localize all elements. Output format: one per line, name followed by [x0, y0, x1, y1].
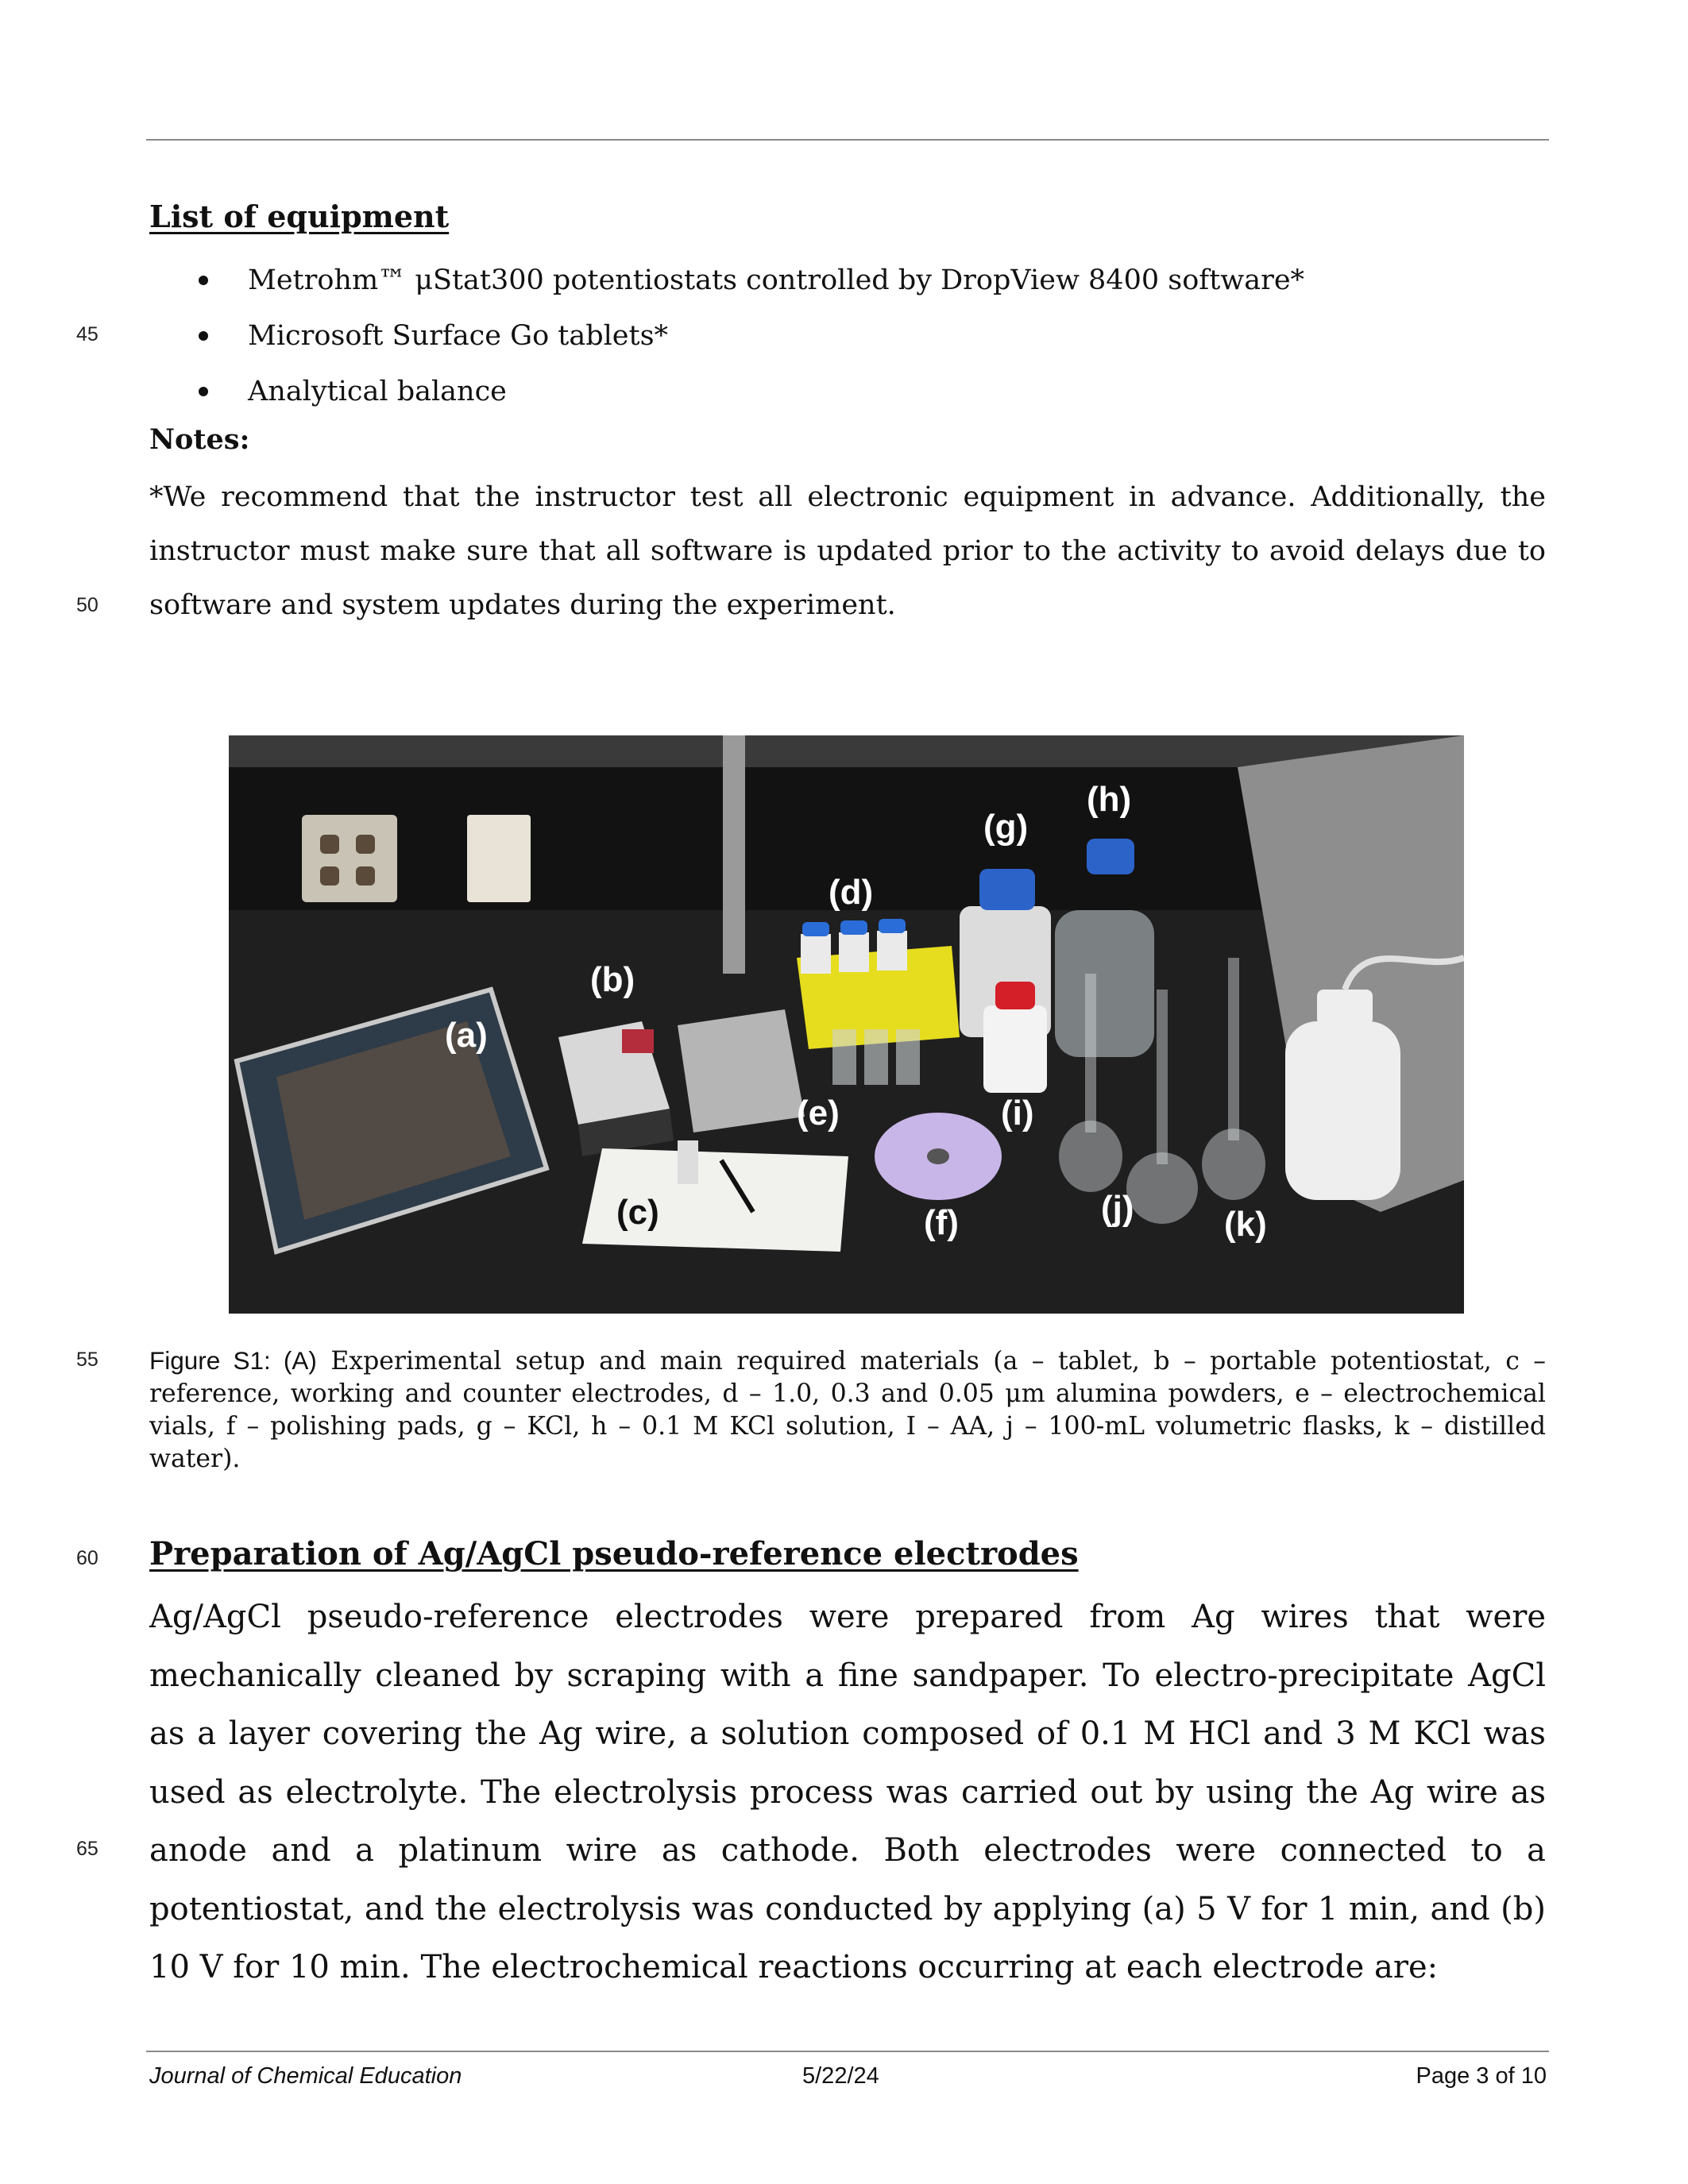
electrode-stand [723, 735, 745, 974]
alumina-bottle [839, 932, 869, 972]
line-number: 65 [76, 1838, 98, 1860]
figure-label-h: (h) [1087, 780, 1132, 819]
figure-photo [229, 735, 1464, 1314]
line-number: 60 [76, 1547, 98, 1569]
power-outlet [302, 815, 397, 902]
socket-icon [320, 866, 339, 886]
footer-rule [146, 2051, 1549, 2052]
figure-label-k: (k) [1224, 1205, 1267, 1244]
network-jack [467, 815, 531, 902]
footer-journal: Journal of Chemical Education [149, 2063, 462, 2089]
line-number: 50 [76, 594, 98, 616]
figure-label-e: (e) [797, 1094, 840, 1133]
glass-vial [864, 1029, 888, 1085]
bullet-icon [199, 276, 208, 285]
glass-vial [832, 1029, 856, 1085]
socket-icon [320, 835, 339, 854]
footer-date: 5/22/24 [802, 2063, 879, 2089]
figure-label-i: (i) [1001, 1094, 1034, 1133]
figure-label-a: (a) [445, 1016, 488, 1055]
figure-label-d: (d) [829, 873, 874, 912]
notes-label: Notes: [149, 423, 250, 456]
bottle-cap [979, 869, 1035, 910]
bullet-icon [199, 387, 208, 396]
list-item-text: Metrohm™ μStat300 potentiostats controlled by DropView 8400 software* [248, 264, 1305, 296]
alumina-bottle [877, 931, 907, 970]
header-rule [146, 139, 1549, 141]
figure-label-b: (b) [590, 960, 635, 999]
list-item [199, 253, 1304, 308]
flask-neck [1228, 958, 1239, 1140]
flask-neck [1157, 990, 1168, 1164]
socket-icon [356, 835, 375, 854]
figure-caption [149, 1345, 1546, 1476]
list-item [199, 364, 1304, 419]
bottle-cap [840, 920, 867, 935]
lab-setup-illustration [229, 735, 1464, 1314]
list-item-text: Analytical balance [248, 376, 507, 407]
equipment-heading: List of equipment [149, 199, 450, 234]
socket-icon [356, 866, 375, 886]
bullet-icon [199, 331, 208, 341]
flask-neck [1085, 974, 1096, 1133]
line-number: 55 [76, 1349, 98, 1371]
wash-bottle [1285, 1021, 1400, 1200]
electrode-vial [678, 1140, 698, 1184]
section-heading: Preparation of Ag/AgCl pseudo-reference electrodes [149, 1535, 1079, 1572]
potentiostat-label [622, 1029, 654, 1053]
kcl-solution-bottle [1055, 910, 1154, 1057]
footer-page: Page 3 of 10 [1416, 2063, 1547, 2089]
figure-label-f: (f) [924, 1203, 959, 1242]
section-body: Ag/AgCl pseudo-reference electrodes were prepared from Ag wires that were mechanically cleaned by scraping with a fine sandpaper. To electro-precipitate AgCl as a layer covering the Ag wire, a solution composed of 0.1 M HCl and 3 M KCl was used as electrolyte. The electrolysis process was carried out by using the Ag wire as anode and a platinum wire as cathode. Both electrodes were connected to a potentiostat, and the electrolysis was conducted by applying (a) 5 V for 1 min, and (b) 10 V for 10 min. The electrochemical reactions occurring at each electrode are: [149, 1599, 1546, 1985]
figure-label-j: (j) [1101, 1189, 1134, 1228]
bottle-cap [995, 982, 1035, 1009]
aa-bottle [983, 1005, 1047, 1093]
foil-pad [678, 1009, 805, 1133]
list-item [199, 308, 1304, 364]
bottle-cap [1087, 839, 1134, 874]
list-item-text: Microsoft Surface Go tablets* [248, 320, 669, 352]
bottle-cap [802, 922, 829, 936]
pad-center [927, 1148, 949, 1164]
figure-label-c: (c) [616, 1193, 659, 1232]
line-number: 45 [76, 323, 98, 345]
bottle-cap [879, 919, 906, 933]
glass-vial [896, 1029, 920, 1085]
wash-bottle-cap [1317, 990, 1373, 1025]
caption-lead: Figure S1: (A) [149, 1346, 317, 1375]
equipment-list [199, 253, 1304, 419]
notes-text: *We recommend that the instructor test all electronic equipment in advance. Additionally, the instructor must make sure that all software is updated prior to the activity to avoid delays due to software and system updates during the experiment. [149, 481, 1546, 621]
figure-label-g: (g) [983, 808, 1029, 847]
caption-text: Experimental setup and main required materials (a – tablet, b – portable potentiostat, c – reference, working and counter electrodes, d – 1.0, 0.3 and 0.05 μm alumina powders, e – electrochemical vials, f – polishing pads, g – KCl, h – 0.1 M KCl solution, I – AA, j – 100-mL volumetric flasks, k – distilled water). [149, 1347, 1547, 1473]
alumina-bottle [801, 934, 831, 974]
